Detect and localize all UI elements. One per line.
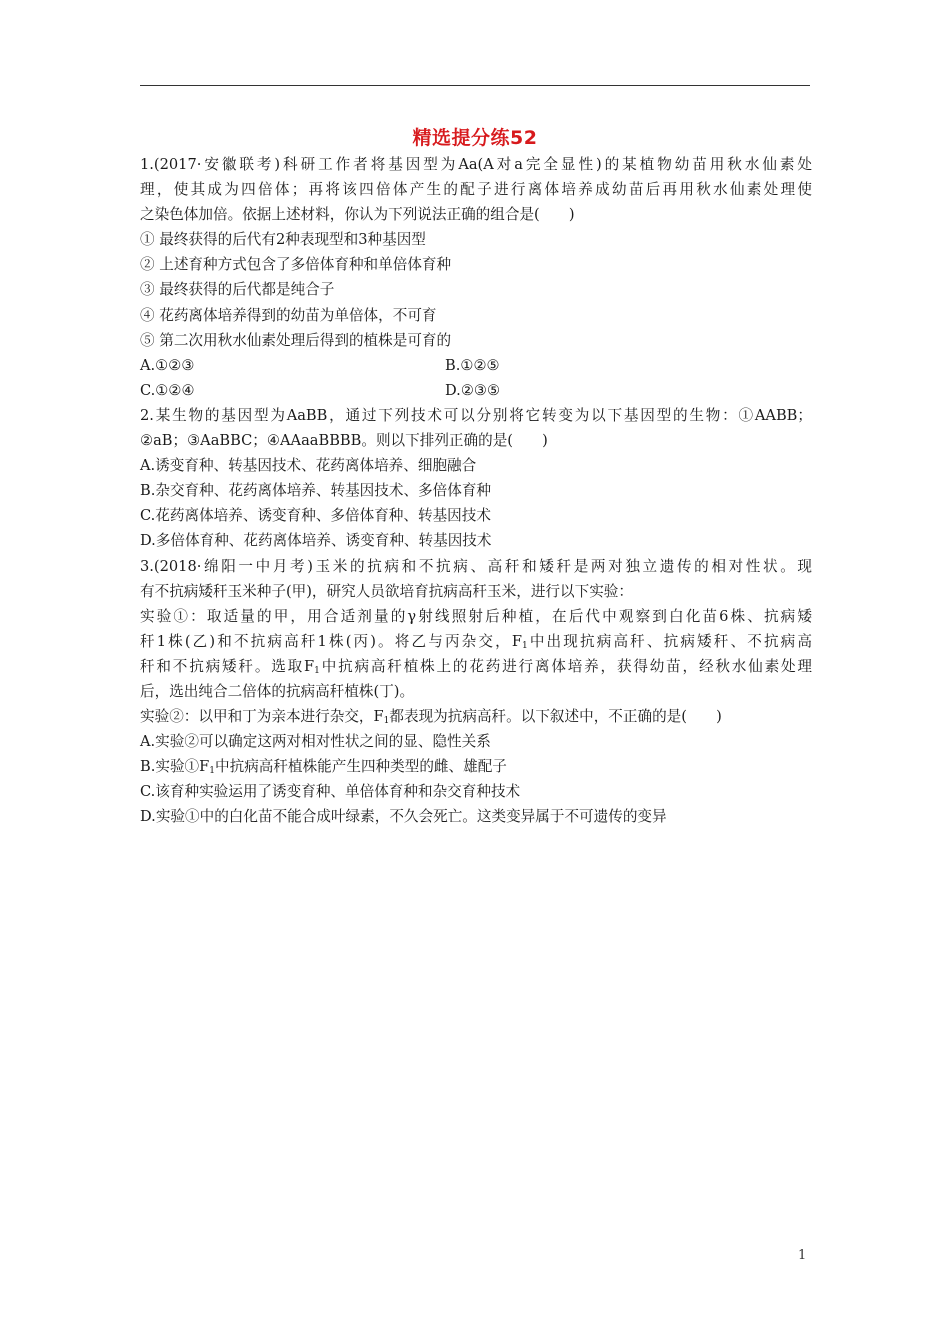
q1-option-b: B.①②⑤ (445, 356, 500, 374)
q3-exp1-line-3-a: 秆和不抗病矮秆。选取F (140, 657, 315, 675)
page-number: 1 (798, 1248, 807, 1263)
top-rule (140, 85, 810, 86)
q1-option-d: D.②③⑤ (445, 381, 501, 399)
q3-stem-line-2: 有不抗病矮秆玉米种子(甲)，研究人员欲培育抗病高秆玉米，进行以下实验： (140, 582, 633, 600)
q1-stem-line-2: 理，使其成为四倍体；再将该四倍体产生的配子进行离体培养成幼苗后再用秋水仙素处理使 (140, 181, 812, 199)
q1-statement-2: ② 上述育种方式包含了多倍体育种和单倍体育种 (140, 256, 452, 274)
q3-exp1-line-3-b: 中抗病高秆植株上的花药进行离体培养，获得幼苗，经秋水仙素处理 (319, 657, 812, 675)
q1-option-a: A.①②③ (140, 356, 195, 374)
q3-option-b (140, 754, 812, 779)
q3-exp2-a: 实验②：以甲和丁为亲本进行杂交，F (140, 708, 384, 726)
q3-exp1-line-2-a: 秆1株(乙)和不抗病高秆1株(丙)。将乙与丙杂交，F (140, 632, 522, 650)
q3-exp1-line-4: 后，选出纯合二倍体的抗病高秆植株(丁)。 (140, 682, 415, 700)
subscript-1: 1 (383, 716, 390, 727)
subscript-1: 1 (209, 766, 216, 777)
document-body (140, 152, 812, 830)
q3-exp2-b: 都表现为抗病高秆。以下叙述中，不正确的是( ) (389, 708, 722, 726)
page-title: 精选提分练52 (412, 127, 538, 149)
subscript-1: 1 (521, 640, 528, 651)
q1-statement-1: ① 最终获得的后代有2种表现型和3种基因型 (140, 231, 426, 249)
q1-options-row-2 (140, 378, 812, 403)
q3-option-c: C.该育种实验运用了诱变育种、单倍体育种和杂交育种技术 (140, 783, 521, 801)
q2-option-d: D.多倍体育种、花药离体培养、诱变育种、转基因技术 (140, 532, 492, 550)
q2-option-a: A.诱变育种、转基因技术、花药离体培养、细胞融合 (140, 457, 477, 475)
q2-stem-line-2: ②aB；③AaBBC；④AAaaBBBB。则以下排列正确的是( ) (140, 432, 548, 450)
q2-option-b: B.杂交育种、花药离体培养、转基因技术、多倍体育种 (140, 482, 492, 500)
q1-stem-line-1: 1.(2017·安徽联考)科研工作者将基因型为Aa(A对a完全显性)的某植物幼苗用秋水仙素处 (140, 156, 812, 173)
q1-statement-5: ⑤ 第二次用秋水仙素处理后得到的植株是可育的 (140, 331, 452, 349)
q3-option-a: A.实验②可以确定这两对相对性状之间的显、隐性关系 (140, 733, 491, 751)
q1-statement-4: ④ 花药离体培养得到的幼苗为单倍体，不可育 (140, 306, 437, 324)
q3-exp1-line-3 (140, 654, 812, 679)
q2-option-c: C.花药离体培养、诱变育种、多倍体育种、转基因技术 (140, 507, 491, 525)
q2-stem-line-1: 2.某生物的基因型为AaBB，通过下列技术可以分别将它转变为以下基因型的生物：①AABB； (140, 406, 812, 424)
q3-stem-line-1: 3.(2018·绵阳一中月考)玉米的抗病和不抗病、高秆和矮秆是两对独立遗传的相对性状。现 (140, 557, 812, 575)
q1-stem-line-3: 之染色体加倍。依据上述材料，你认为下列说法正确的组合是( ) (140, 206, 575, 224)
q3-exp1-line-2-b: 中出现抗病高秆、抗病矮秆、不抗病高 (527, 632, 812, 650)
q3-exp1-line-1: 实验①：取适量的甲，用合适剂量的γ射线照射后种植，在后代中观察到白化苗6株、抗病矮 (140, 607, 812, 625)
q1-statement-3: ③ 最终获得的后代都是纯合子 (140, 281, 335, 299)
q3-exp2-line (140, 704, 812, 729)
q3-exp1-line-2 (140, 629, 812, 654)
q1-options-row-1 (140, 353, 812, 378)
q3-option-d: D.实验①中的白化苗不能合成叶绿素，不久会死亡。这类变异属于不可遗传的变异 (140, 808, 667, 826)
subscript-1: 1 (314, 665, 320, 676)
q3-option-b-a: B.实验①F (140, 758, 210, 776)
q3-option-b-b: 中抗病高秆植株能产生四种类型的雌、雄配子 (215, 758, 507, 776)
q1-option-c: C.①②④ (140, 381, 195, 399)
